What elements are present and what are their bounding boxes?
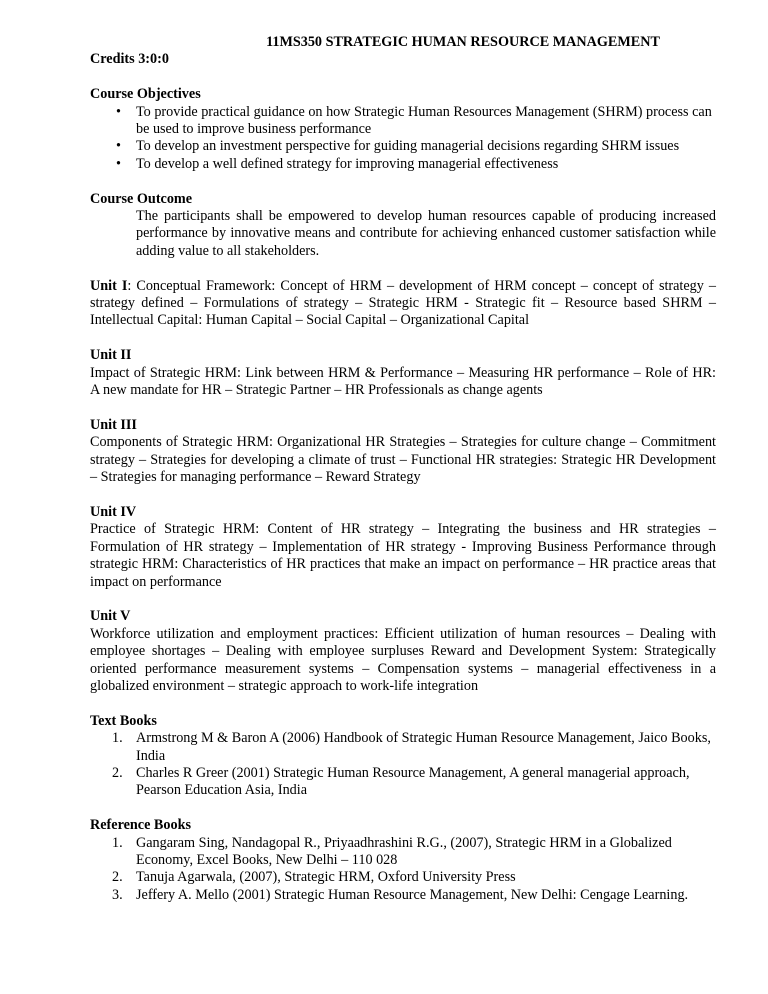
spacer [90, 695, 716, 712]
spacer [90, 69, 716, 86]
reference-books-heading: Reference Books [90, 817, 191, 834]
text-book-item [90, 765, 716, 800]
unit-1-label: Unit I [90, 277, 128, 294]
list-number: 2. [112, 869, 123, 886]
book-citation: Armstrong M & Baron A (2006) Handbook of Strategic Human Resource Management, Jaico Books, India [136, 730, 711, 764]
unit-2-label: Unit II [90, 347, 132, 364]
course-outcome-section [90, 191, 716, 261]
unit-2-section [90, 347, 716, 399]
spacer [90, 591, 716, 608]
book-citation: Charles R Greer (2001) Strategic Human Resource Management, A general managerial approach, Pearson Education Asia, India [136, 764, 690, 799]
list-number: 1. [112, 834, 123, 851]
list-number: 1. [112, 730, 123, 747]
unit-4-text: Practice of Strategic HRM: Content of HR strategy – Integrating the business and HR strategies – Formulation of HR strategy – Implementation of HR strategy - Improving Business Performance through strategic HRM: Characteristics of HR practices that make an impact on performance – HR practice areas that impact on performance [90, 521, 716, 590]
reference-book-item [90, 869, 716, 886]
spacer [90, 260, 716, 277]
book-citation: Jeffery A. Mello (2001) Strategic Human Resource Management, New Delhi: Cengage Learning. [136, 886, 689, 903]
text-books-list [90, 730, 716, 800]
unit-4-section [90, 504, 716, 591]
objectives-heading: Course Objectives [90, 86, 201, 103]
book-citation: Gangaram Sing, Nandagopal R., Priyaadhrashini R.G., (2007), Strategic HRM in a Globalized Economy, Excel Books, New Delhi – 110 028 [136, 834, 672, 868]
text-books-heading: Text Books [90, 712, 157, 729]
outcome-text: The participants shall be empowered to develop human resources capable of producing increased performance by innovative means and contribute for achieving enhanced customer satisfaction while adding value to all stakeholders. [136, 208, 716, 259]
reference-books-section [90, 817, 716, 904]
unit-2-text: Impact of Strategic HRM: Link between HRM & Performance – Measuring HR performance – Role of HR: A new mandate for HR – Strategic Partner – HR Professionals as change agents [90, 364, 716, 399]
unit-1-text: : Conceptual Framework: Concept of HRM – development of HRM concept – concept of strategy – strategy defined – Formulations of strategy – Strategic HRM - Strategic fit – Resource based SHRM – Intellectual Capital: Human Capital – Social Capital – Organizational Capital [90, 277, 717, 329]
spacer [90, 800, 716, 817]
objective-item: • To develop an investment perspective for guiding managerial decisions regarding SHRM issues [90, 138, 716, 155]
outcome-heading: Course Outcome [90, 190, 193, 207]
unit-5-text: Workforce utilization and employment practices: Efficient utilization of human resources – Dealing with employee shortages – Dealing with employee surpluses Reward and Development System: Strategically oriented performance measurement systems – Compensation systems – managerial effectiveness in a globalized environment – strategic approach to work-life integration [90, 625, 716, 694]
course-title: 11MS350 STRATEGIC HUMAN RESOURCE MANAGEMENT [266, 34, 660, 50]
spacer [90, 330, 716, 347]
spacer [90, 173, 716, 190]
objective-item: • To develop a well defined strategy for improving managerial effectiveness [90, 156, 716, 173]
spacer [90, 399, 716, 416]
spacer [90, 486, 716, 503]
unit-3-text: Components of Strategic HRM: Organizational HR Strategies – Strategies for culture change – Commitment strategy – Strategies for developing a climate of trust – Functional HR strategies: Strategic HR Development – Strategies for managing performance – Reward Strategy [90, 434, 716, 486]
reference-book-item [90, 887, 716, 904]
unit-5-section [90, 608, 716, 695]
list-number: 2. [112, 764, 123, 781]
objective-item: • To provide practical guidance on how Strategic Human Resources Management (SHRM) process can be used to improve business performance [90, 104, 716, 139]
unit-5-label: Unit V [90, 608, 131, 625]
unit-3-label: Unit III [90, 416, 137, 433]
reference-books-list [90, 835, 716, 905]
list-number: 3. [112, 886, 123, 903]
course-credits: Credits 3:0:0 [90, 51, 169, 68]
unit-1-section [90, 278, 716, 330]
text-book-item [90, 730, 716, 765]
unit-3-section [90, 417, 716, 487]
book-citation: Tanuja Agarwala, (2007), Strategic HRM, Oxford University Press [136, 869, 516, 886]
course-objectives-section [90, 86, 716, 173]
objectives-list [90, 104, 716, 174]
unit-4-label: Unit IV [90, 503, 137, 520]
reference-book-item [90, 835, 716, 870]
text-books-section [90, 713, 716, 800]
